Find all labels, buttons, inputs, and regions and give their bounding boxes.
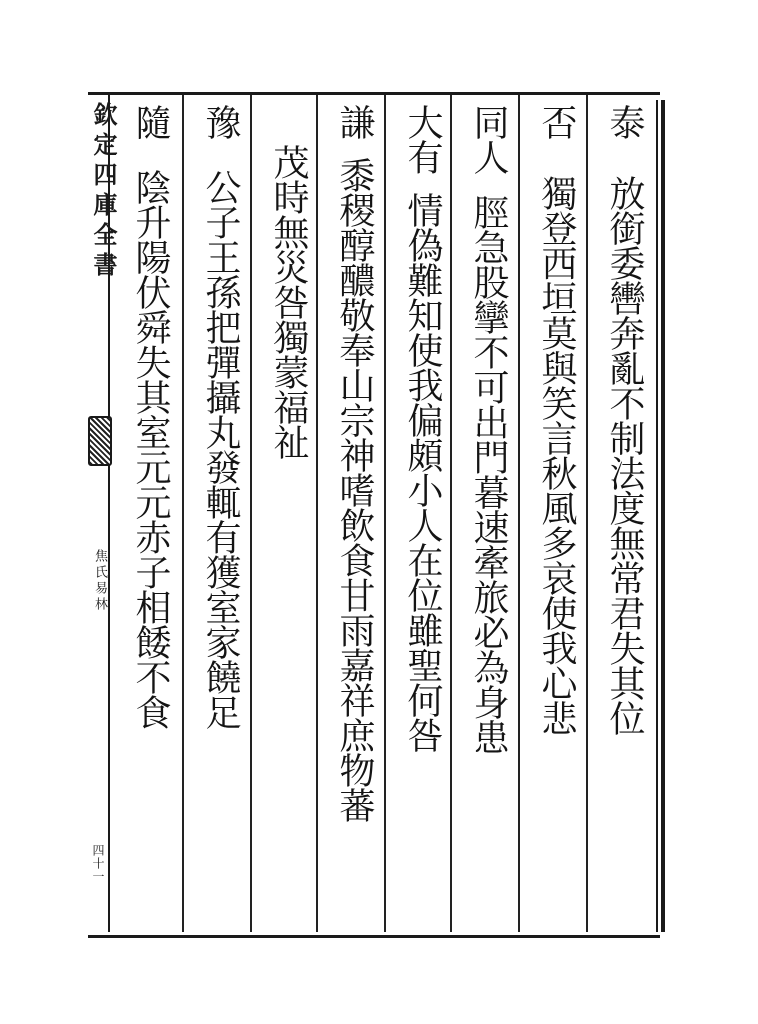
- text-column-7: [190, 104, 250, 924]
- verse-text: 脛急股攣不可出門暮速牽旅必為身患: [468, 194, 509, 754]
- text-column-1: [594, 104, 654, 924]
- text-column-4: [392, 104, 452, 924]
- hexagram-label: 豫: [200, 104, 241, 139]
- column-rule: [586, 95, 588, 932]
- verse-text: 陰升陽伏舜失其室元元赤子相餧不食: [130, 169, 171, 729]
- column-rule: [518, 95, 520, 932]
- book-subtitle: 焦氏易林: [92, 549, 107, 613]
- text-column-2: [526, 104, 586, 924]
- verse-text: 放銜委轡奔亂不制法度無常君失其位: [604, 175, 645, 735]
- verse-text: 公子王孫把彈攝丸發輒有獲室家饒足: [200, 169, 241, 729]
- text-column-3: [458, 104, 518, 924]
- column-rule: [182, 95, 184, 932]
- page-number: 四十一: [91, 844, 105, 883]
- frame-right-border: [656, 100, 665, 932]
- hexagram-label: 泰: [604, 104, 645, 139]
- text-column-5: [324, 104, 384, 924]
- book-title: 欽定四庫全書: [89, 102, 118, 282]
- column-rule: [384, 95, 386, 932]
- verse-text: 情偽難知使我偏頗小人在位雖聖何咎: [402, 192, 443, 752]
- hexagram-label: 隨: [130, 104, 171, 139]
- fishtail-ornament: [88, 416, 112, 466]
- verse-text-continued: 茂時無災咎獨蒙福祉: [268, 144, 309, 459]
- text-column-6: [258, 104, 318, 924]
- hexagram-label: 同人: [468, 104, 509, 174]
- hexagram-label: 大有: [402, 104, 443, 174]
- text-column-8: [120, 104, 180, 924]
- verse-text: 獨登西垣莫與笑言秋風多哀使我心悲: [536, 175, 577, 735]
- hexagram-label: 謙: [334, 104, 375, 139]
- hexagram-label: 否: [536, 104, 577, 139]
- column-rule: [250, 95, 252, 932]
- verse-text: 黍稷醇醲敬奉山宗神嗜飲食甘雨嘉祥庶物蕃: [334, 157, 375, 822]
- margin-strip: [84, 94, 118, 932]
